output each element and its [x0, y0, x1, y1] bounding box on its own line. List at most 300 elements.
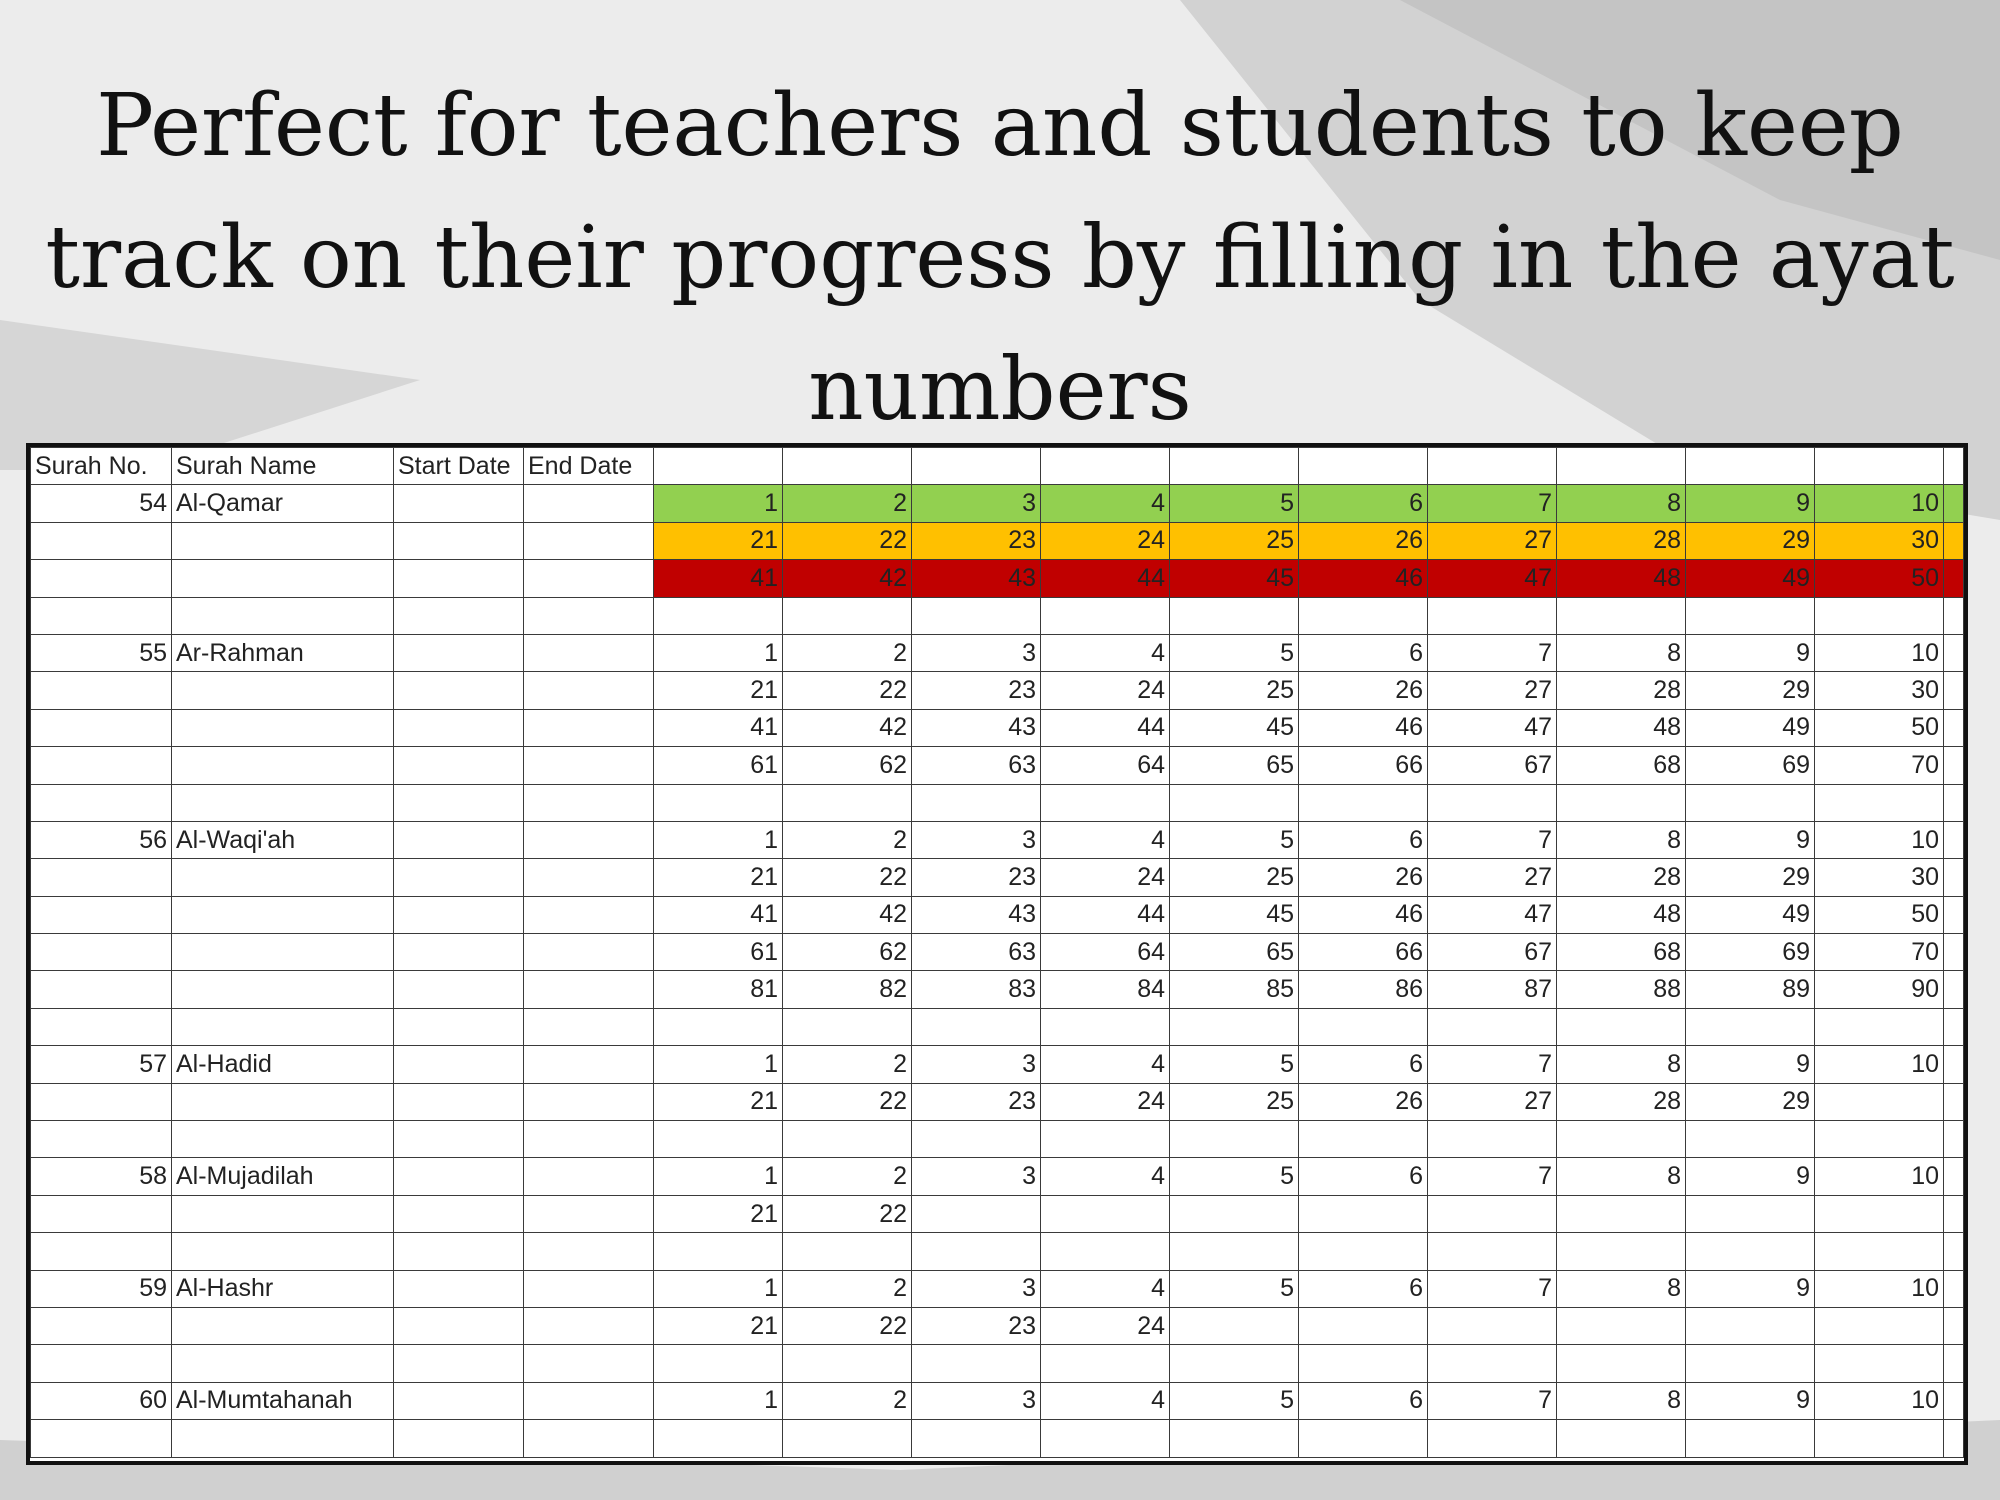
ayat-cell[interactable]: 42: [783, 709, 912, 746]
ayat-cell[interactable]: 28: [1557, 859, 1686, 896]
end-date-cell[interactable]: [524, 1121, 654, 1158]
ayat-cell[interactable]: [1041, 784, 1170, 821]
overflow-cell[interactable]: [1944, 1158, 1964, 1195]
ayat-cell[interactable]: 26: [1299, 859, 1428, 896]
ayat-cell[interactable]: 26: [1299, 522, 1428, 559]
ayat-cell[interactable]: 7: [1428, 1046, 1557, 1083]
ayat-cell[interactable]: 41: [654, 709, 783, 746]
ayat-cell[interactable]: 24: [1041, 672, 1170, 709]
ayat-cell[interactable]: 21: [654, 1307, 783, 1344]
end-date-cell[interactable]: [524, 784, 654, 821]
ayat-cell[interactable]: 2: [783, 1270, 912, 1307]
start-date-cell[interactable]: [394, 1270, 524, 1307]
start-date-cell[interactable]: [394, 522, 524, 559]
start-date-cell[interactable]: [394, 709, 524, 746]
ayat-cell[interactable]: 10: [1815, 485, 1944, 522]
overflow-cell[interactable]: [1944, 934, 1964, 971]
surah-name-cell[interactable]: [172, 1083, 394, 1120]
surah-number-cell[interactable]: [31, 1008, 172, 1045]
ayat-cell[interactable]: 25: [1170, 522, 1299, 559]
surah-name-cell[interactable]: [172, 934, 394, 971]
ayat-cell[interactable]: 86: [1299, 971, 1428, 1008]
ayat-cell[interactable]: 82: [783, 971, 912, 1008]
ayat-cell[interactable]: 64: [1041, 747, 1170, 784]
ayat-cell[interactable]: [1299, 1233, 1428, 1270]
ayat-cell[interactable]: 22: [783, 1195, 912, 1232]
ayat-cell[interactable]: 1: [654, 1382, 783, 1419]
ayat-cell[interactable]: 1: [654, 1046, 783, 1083]
surah-number-cell[interactable]: [31, 672, 172, 709]
ayat-cell[interactable]: 7: [1428, 821, 1557, 858]
ayat-cell[interactable]: 49: [1686, 709, 1815, 746]
overflow-cell[interactable]: [1944, 859, 1964, 896]
surah-number-cell[interactable]: [31, 1233, 172, 1270]
surah-name-cell[interactable]: Al-Mujadilah: [172, 1158, 394, 1195]
start-date-cell[interactable]: [394, 934, 524, 971]
ayat-cell[interactable]: 65: [1170, 747, 1299, 784]
overflow-cell[interactable]: [1944, 1083, 1964, 1120]
ayat-cell[interactable]: [1686, 1345, 1815, 1382]
ayat-cell[interactable]: 2: [783, 634, 912, 671]
ayat-cell[interactable]: 23: [912, 1083, 1041, 1120]
ayat-cell[interactable]: 62: [783, 934, 912, 971]
ayat-cell[interactable]: 3: [912, 1270, 1041, 1307]
end-date-cell[interactable]: [524, 1270, 654, 1307]
overflow-cell[interactable]: [1944, 784, 1964, 821]
ayat-cell[interactable]: 47: [1428, 896, 1557, 933]
overflow-cell[interactable]: [1944, 1195, 1964, 1232]
ayat-cell[interactable]: [1686, 1195, 1815, 1232]
ayat-cell[interactable]: 8: [1557, 1046, 1686, 1083]
overflow-cell[interactable]: [1944, 522, 1964, 559]
ayat-cell[interactable]: 50: [1815, 896, 1944, 933]
ayat-cell[interactable]: 8: [1557, 1270, 1686, 1307]
surah-name-cell[interactable]: [172, 560, 394, 597]
overflow-cell[interactable]: [1944, 821, 1964, 858]
overflow-cell[interactable]: [1944, 597, 1964, 634]
ayat-cell[interactable]: 67: [1428, 747, 1557, 784]
overflow-cell[interactable]: [1944, 1420, 1964, 1457]
ayat-cell[interactable]: 6: [1299, 485, 1428, 522]
ayat-cell[interactable]: 84: [1041, 971, 1170, 1008]
ayat-cell[interactable]: 64: [1041, 934, 1170, 971]
ayat-cell[interactable]: [1815, 1121, 1944, 1158]
ayat-cell[interactable]: 48: [1557, 709, 1686, 746]
ayat-cell[interactable]: 28: [1557, 672, 1686, 709]
end-date-cell[interactable]: [524, 1382, 654, 1419]
ayat-cell[interactable]: [1428, 1307, 1557, 1344]
ayat-cell[interactable]: 7: [1428, 485, 1557, 522]
end-date-cell[interactable]: [524, 934, 654, 971]
ayat-cell[interactable]: [1041, 1233, 1170, 1270]
overflow-cell[interactable]: [1944, 1307, 1964, 1344]
ayat-cell[interactable]: 6: [1299, 821, 1428, 858]
ayat-cell[interactable]: 41: [654, 896, 783, 933]
ayat-cell[interactable]: 2: [783, 485, 912, 522]
ayat-cell[interactable]: 9: [1686, 1158, 1815, 1195]
ayat-cell[interactable]: 49: [1686, 560, 1815, 597]
ayat-cell[interactable]: 9: [1686, 821, 1815, 858]
ayat-cell[interactable]: 6: [1299, 634, 1428, 671]
start-date-cell[interactable]: [394, 485, 524, 522]
start-date-cell[interactable]: [394, 747, 524, 784]
ayat-cell[interactable]: 10: [1815, 821, 1944, 858]
ayat-cell[interactable]: [1686, 1307, 1815, 1344]
ayat-cell[interactable]: 27: [1428, 672, 1557, 709]
surah-number-cell[interactable]: 55: [31, 634, 172, 671]
header-cell[interactable]: End Date: [524, 448, 654, 485]
surah-number-cell[interactable]: 60: [31, 1382, 172, 1419]
ayat-cell[interactable]: [1557, 1307, 1686, 1344]
ayat-cell[interactable]: 43: [912, 709, 1041, 746]
ayat-cell[interactable]: 6: [1299, 1046, 1428, 1083]
ayat-cell[interactable]: 9: [1686, 1270, 1815, 1307]
ayat-cell[interactable]: 4: [1041, 1046, 1170, 1083]
ayat-cell[interactable]: 3: [912, 634, 1041, 671]
ayat-cell[interactable]: 62: [783, 747, 912, 784]
start-date-cell[interactable]: [394, 634, 524, 671]
ayat-cell[interactable]: 23: [912, 1307, 1041, 1344]
ayat-cell[interactable]: [1686, 784, 1815, 821]
ayat-cell[interactable]: 69: [1686, 934, 1815, 971]
ayat-cell[interactable]: 5: [1170, 1046, 1299, 1083]
ayat-cell[interactable]: 66: [1299, 934, 1428, 971]
surah-number-cell[interactable]: [31, 522, 172, 559]
ayat-cell[interactable]: 61: [654, 934, 783, 971]
ayat-cell[interactable]: [912, 1345, 1041, 1382]
ayat-cell[interactable]: [1299, 1345, 1428, 1382]
start-date-cell[interactable]: [394, 1046, 524, 1083]
ayat-cell[interactable]: 2: [783, 821, 912, 858]
ayat-cell[interactable]: 9: [1686, 634, 1815, 671]
ayat-cell[interactable]: 7: [1428, 1158, 1557, 1195]
ayat-cell[interactable]: 48: [1557, 560, 1686, 597]
end-date-cell[interactable]: [524, 560, 654, 597]
ayat-cell[interactable]: [783, 597, 912, 634]
ayat-cell[interactable]: 21: [654, 1083, 783, 1120]
ayat-cell[interactable]: 9: [1686, 1382, 1815, 1419]
ayat-cell[interactable]: 24: [1041, 1083, 1170, 1120]
header-cell[interactable]: [912, 448, 1041, 485]
header-cell[interactable]: [1557, 448, 1686, 485]
ayat-cell[interactable]: 83: [912, 971, 1041, 1008]
ayat-cell[interactable]: [1428, 1420, 1557, 1457]
ayat-cell[interactable]: [654, 1121, 783, 1158]
ayat-cell[interactable]: [1557, 597, 1686, 634]
overflow-cell[interactable]: [1944, 1008, 1964, 1045]
surah-number-cell[interactable]: 57: [31, 1046, 172, 1083]
ayat-cell[interactable]: [912, 1008, 1041, 1045]
ayat-cell[interactable]: 68: [1557, 934, 1686, 971]
ayat-cell[interactable]: 48: [1557, 896, 1686, 933]
ayat-cell[interactable]: 9: [1686, 1046, 1815, 1083]
ayat-cell[interactable]: 27: [1428, 522, 1557, 559]
start-date-cell[interactable]: [394, 896, 524, 933]
surah-number-cell[interactable]: [31, 597, 172, 634]
surah-name-cell[interactable]: [172, 1307, 394, 1344]
end-date-cell[interactable]: [524, 485, 654, 522]
ayat-cell[interactable]: [1686, 1420, 1815, 1457]
ayat-cell[interactable]: [1557, 1420, 1686, 1457]
ayat-cell[interactable]: [1557, 1233, 1686, 1270]
ayat-cell[interactable]: 29: [1686, 1083, 1815, 1120]
start-date-cell[interactable]: [394, 1233, 524, 1270]
ayat-cell[interactable]: [1428, 1195, 1557, 1232]
ayat-cell[interactable]: 10: [1815, 1046, 1944, 1083]
ayat-cell[interactable]: [1299, 1307, 1428, 1344]
header-cell[interactable]: Surah Name: [172, 448, 394, 485]
surah-number-cell[interactable]: [31, 1420, 172, 1457]
surah-name-cell[interactable]: [172, 1008, 394, 1045]
ayat-cell[interactable]: 42: [783, 560, 912, 597]
ayat-cell[interactable]: 3: [912, 821, 1041, 858]
ayat-cell[interactable]: 29: [1686, 522, 1815, 559]
ayat-cell[interactable]: 4: [1041, 821, 1170, 858]
end-date-cell[interactable]: [524, 1420, 654, 1457]
ayat-cell[interactable]: 4: [1041, 1158, 1170, 1195]
surah-name-cell[interactable]: [172, 522, 394, 559]
start-date-cell[interactable]: [394, 1420, 524, 1457]
ayat-cell[interactable]: 46: [1299, 709, 1428, 746]
overflow-cell[interactable]: [1944, 1121, 1964, 1158]
ayat-cell[interactable]: [1428, 1121, 1557, 1158]
ayat-cell[interactable]: 28: [1557, 522, 1686, 559]
ayat-cell[interactable]: [1686, 597, 1815, 634]
end-date-cell[interactable]: [524, 1046, 654, 1083]
header-cell[interactable]: [783, 448, 912, 485]
surah-name-cell[interactable]: [172, 896, 394, 933]
start-date-cell[interactable]: [394, 1382, 524, 1419]
surah-number-cell[interactable]: [31, 971, 172, 1008]
end-date-cell[interactable]: [524, 1195, 654, 1232]
ayat-cell[interactable]: 10: [1815, 1382, 1944, 1419]
ayat-cell[interactable]: 24: [1041, 1307, 1170, 1344]
ayat-cell[interactable]: [1428, 597, 1557, 634]
ayat-cell[interactable]: 21: [654, 1195, 783, 1232]
ayat-cell[interactable]: 29: [1686, 672, 1815, 709]
surah-name-cell[interactable]: [172, 1233, 394, 1270]
ayat-cell[interactable]: 50: [1815, 560, 1944, 597]
ayat-cell[interactable]: 2: [783, 1158, 912, 1195]
ayat-cell[interactable]: [1170, 1121, 1299, 1158]
ayat-cell[interactable]: [1041, 1345, 1170, 1382]
end-date-cell[interactable]: [524, 1083, 654, 1120]
surah-number-cell[interactable]: [31, 1195, 172, 1232]
surah-number-cell[interactable]: 54: [31, 485, 172, 522]
ayat-cell[interactable]: 21: [654, 859, 783, 896]
ayat-cell[interactable]: 81: [654, 971, 783, 1008]
ayat-cell[interactable]: 5: [1170, 1270, 1299, 1307]
ayat-cell[interactable]: [783, 1420, 912, 1457]
ayat-cell[interactable]: [1041, 1121, 1170, 1158]
ayat-cell[interactable]: 25: [1170, 672, 1299, 709]
ayat-cell[interactable]: [1557, 1195, 1686, 1232]
ayat-cell[interactable]: [912, 597, 1041, 634]
ayat-cell[interactable]: [654, 784, 783, 821]
ayat-cell[interactable]: 46: [1299, 896, 1428, 933]
start-date-cell[interactable]: [394, 1307, 524, 1344]
ayat-cell[interactable]: [783, 784, 912, 821]
ayat-cell[interactable]: 50: [1815, 709, 1944, 746]
end-date-cell[interactable]: [524, 634, 654, 671]
ayat-cell[interactable]: [654, 1233, 783, 1270]
start-date-cell[interactable]: [394, 784, 524, 821]
ayat-cell[interactable]: [1041, 597, 1170, 634]
end-date-cell[interactable]: [524, 1345, 654, 1382]
ayat-cell[interactable]: 22: [783, 522, 912, 559]
ayat-cell[interactable]: 8: [1557, 1382, 1686, 1419]
ayat-cell[interactable]: 5: [1170, 1158, 1299, 1195]
ayat-cell[interactable]: [1428, 784, 1557, 821]
overflow-cell[interactable]: [1944, 971, 1964, 1008]
overflow-cell[interactable]: [1944, 672, 1964, 709]
ayat-cell[interactable]: 4: [1041, 1382, 1170, 1419]
ayat-cell[interactable]: 25: [1170, 1083, 1299, 1120]
ayat-cell[interactable]: 5: [1170, 485, 1299, 522]
ayat-cell[interactable]: [1815, 1195, 1944, 1232]
ayat-cell[interactable]: 65: [1170, 934, 1299, 971]
surah-name-cell[interactable]: Al-Mumtahanah: [172, 1382, 394, 1419]
ayat-cell[interactable]: 49: [1686, 896, 1815, 933]
overflow-cell[interactable]: [1944, 709, 1964, 746]
surah-number-cell[interactable]: [31, 1307, 172, 1344]
ayat-cell[interactable]: 22: [783, 672, 912, 709]
ayat-cell[interactable]: [1815, 1008, 1944, 1045]
ayat-cell[interactable]: 4: [1041, 485, 1170, 522]
start-date-cell[interactable]: [394, 821, 524, 858]
ayat-cell[interactable]: [1041, 1008, 1170, 1045]
ayat-cell[interactable]: [912, 1420, 1041, 1457]
ayat-cell[interactable]: [1557, 1345, 1686, 1382]
ayat-cell[interactable]: [1299, 1420, 1428, 1457]
ayat-cell[interactable]: 63: [912, 747, 1041, 784]
ayat-cell[interactable]: [1170, 784, 1299, 821]
end-date-cell[interactable]: [524, 709, 654, 746]
overflow-cell[interactable]: [1944, 747, 1964, 784]
start-date-cell[interactable]: [394, 971, 524, 1008]
ayat-cell[interactable]: 67: [1428, 934, 1557, 971]
ayat-cell[interactable]: [1428, 1008, 1557, 1045]
ayat-cell[interactable]: [1815, 1307, 1944, 1344]
ayat-cell[interactable]: 44: [1041, 709, 1170, 746]
ayat-cell[interactable]: 69: [1686, 747, 1815, 784]
ayat-cell[interactable]: [1170, 1345, 1299, 1382]
ayat-cell[interactable]: [1299, 1195, 1428, 1232]
ayat-cell[interactable]: 8: [1557, 821, 1686, 858]
ayat-cell[interactable]: 5: [1170, 1382, 1299, 1419]
ayat-cell[interactable]: 9: [1686, 485, 1815, 522]
ayat-cell[interactable]: 47: [1428, 560, 1557, 597]
surah-name-cell[interactable]: [172, 784, 394, 821]
end-date-cell[interactable]: [524, 1307, 654, 1344]
ayat-cell[interactable]: [1686, 1233, 1815, 1270]
end-date-cell[interactable]: [524, 672, 654, 709]
ayat-cell[interactable]: 66: [1299, 747, 1428, 784]
start-date-cell[interactable]: [394, 672, 524, 709]
end-date-cell[interactable]: [524, 1233, 654, 1270]
overflow-cell[interactable]: [1944, 560, 1964, 597]
start-date-cell[interactable]: [394, 1195, 524, 1232]
ayat-cell[interactable]: [1170, 1233, 1299, 1270]
ayat-cell[interactable]: 23: [912, 522, 1041, 559]
ayat-cell[interactable]: 8: [1557, 634, 1686, 671]
ayat-cell[interactable]: [654, 597, 783, 634]
ayat-cell[interactable]: 27: [1428, 859, 1557, 896]
ayat-cell[interactable]: 8: [1557, 1158, 1686, 1195]
ayat-cell[interactable]: 7: [1428, 634, 1557, 671]
header-cell[interactable]: [1944, 448, 1964, 485]
end-date-cell[interactable]: [524, 597, 654, 634]
surah-number-cell[interactable]: 59: [31, 1270, 172, 1307]
ayat-cell[interactable]: 26: [1299, 672, 1428, 709]
ayat-cell[interactable]: [783, 1345, 912, 1382]
ayat-cell[interactable]: 70: [1815, 747, 1944, 784]
ayat-cell[interactable]: [1170, 1008, 1299, 1045]
ayat-cell[interactable]: [1041, 1420, 1170, 1457]
ayat-cell[interactable]: 1: [654, 634, 783, 671]
ayat-cell[interactable]: [1557, 784, 1686, 821]
surah-name-cell[interactable]: Al-Waqi'ah: [172, 821, 394, 858]
surah-number-cell[interactable]: [31, 859, 172, 896]
header-cell[interactable]: [1686, 448, 1815, 485]
overflow-cell[interactable]: [1944, 485, 1964, 522]
surah-name-cell[interactable]: [172, 709, 394, 746]
ayat-cell[interactable]: 24: [1041, 859, 1170, 896]
ayat-cell[interactable]: 26: [1299, 1083, 1428, 1120]
ayat-cell[interactable]: [912, 1233, 1041, 1270]
end-date-cell[interactable]: [524, 896, 654, 933]
overflow-cell[interactable]: [1944, 1046, 1964, 1083]
ayat-cell[interactable]: [1041, 1195, 1170, 1232]
ayat-cell[interactable]: 1: [654, 1158, 783, 1195]
ayat-cell[interactable]: [1815, 1233, 1944, 1270]
ayat-cell[interactable]: 30: [1815, 859, 1944, 896]
ayat-cell[interactable]: 46: [1299, 560, 1428, 597]
ayat-cell[interactable]: 3: [912, 1382, 1041, 1419]
ayat-cell[interactable]: [654, 1345, 783, 1382]
surah-name-cell[interactable]: [172, 1345, 394, 1382]
end-date-cell[interactable]: [524, 747, 654, 784]
ayat-cell[interactable]: [1170, 1307, 1299, 1344]
surah-name-cell[interactable]: [172, 1121, 394, 1158]
start-date-cell[interactable]: [394, 1121, 524, 1158]
start-date-cell[interactable]: [394, 560, 524, 597]
ayat-cell[interactable]: 87: [1428, 971, 1557, 1008]
ayat-cell[interactable]: 61: [654, 747, 783, 784]
surah-number-cell[interactable]: 58: [31, 1158, 172, 1195]
ayat-cell[interactable]: 1: [654, 1270, 783, 1307]
overflow-cell[interactable]: [1944, 1270, 1964, 1307]
surah-name-cell[interactable]: [172, 971, 394, 1008]
ayat-cell[interactable]: 28: [1557, 1083, 1686, 1120]
ayat-cell[interactable]: [783, 1008, 912, 1045]
ayat-cell[interactable]: 10: [1815, 1270, 1944, 1307]
ayat-cell[interactable]: 88: [1557, 971, 1686, 1008]
ayat-cell[interactable]: 70: [1815, 934, 1944, 971]
surah-name-cell[interactable]: Ar-Rahman: [172, 634, 394, 671]
ayat-cell[interactable]: [1170, 1195, 1299, 1232]
ayat-cell[interactable]: 2: [783, 1382, 912, 1419]
ayat-cell[interactable]: [1815, 597, 1944, 634]
ayat-cell[interactable]: [912, 1121, 1041, 1158]
ayat-cell[interactable]: 2: [783, 1046, 912, 1083]
ayat-cell[interactable]: 43: [912, 896, 1041, 933]
ayat-cell[interactable]: [912, 784, 1041, 821]
ayat-cell[interactable]: 8: [1557, 485, 1686, 522]
ayat-cell[interactable]: [783, 1121, 912, 1158]
ayat-cell[interactable]: 10: [1815, 634, 1944, 671]
header-cell[interactable]: Surah No.: [31, 448, 172, 485]
